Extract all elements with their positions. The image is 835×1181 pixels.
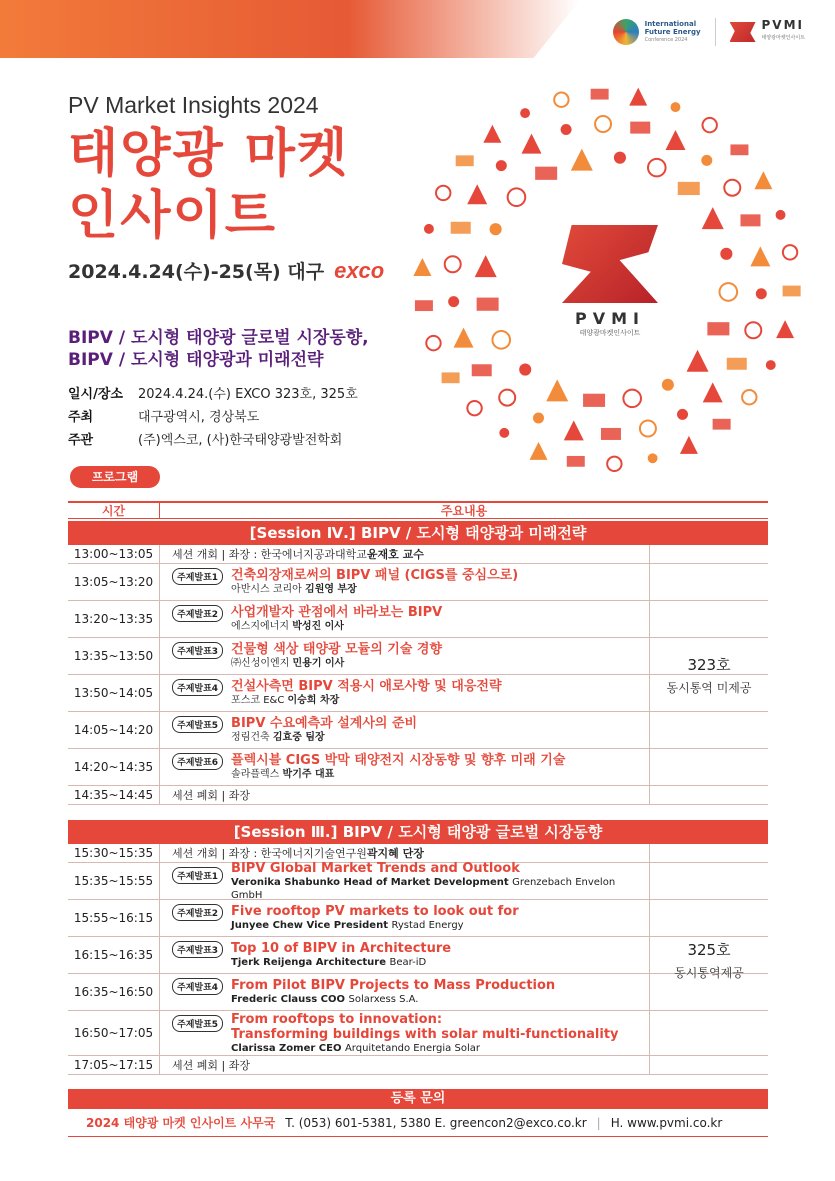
drop-icon: [702, 207, 724, 229]
talk-speaker: [231, 694, 501, 707]
table-header: [68, 501, 768, 519]
english-title: PV Market Insights 2024: [68, 92, 319, 118]
speaker-org: Bear-iD: [389, 957, 427, 968]
solar-panel-icon: [730, 144, 748, 155]
sun-icon: [720, 248, 732, 260]
speaker-org: 솔라플렉스: [231, 769, 283, 780]
pvmi-emblem: [555, 225, 665, 350]
energy-circle-icon: [554, 93, 568, 107]
header-time: 시간: [68, 503, 160, 518]
speaker-name: 박성진 이사: [292, 621, 344, 632]
sun-icon: [662, 379, 674, 391]
sun-icon: [448, 296, 459, 307]
session-close-text: 세션 폐회 | 좌장: [172, 1059, 250, 1072]
pvmi-emblem-sub: 태양광마켓인사이트: [579, 329, 641, 337]
drop-icon: [571, 149, 593, 171]
row-time: 16:15~16:35: [68, 937, 160, 973]
talk-title: 건물형 색상 태양광 모듈의 기술 경향: [231, 642, 443, 657]
sun-icon: [499, 428, 509, 438]
drop-icon: [564, 420, 584, 440]
session-3: [68, 820, 768, 1075]
talk-speaker: [231, 657, 442, 670]
subtitle-line2: BIPV / 도시형 태양광과 미래전략: [68, 350, 324, 370]
top-banner-band: [0, 0, 580, 58]
talk-badge: 주제발표1: [172, 867, 223, 884]
registration-divider: |: [596, 1115, 601, 1130]
korean-title-line1: 태양광 마켓: [68, 124, 350, 184]
row-content: [160, 712, 650, 748]
room-interpretation: 동시통역제공: [674, 965, 744, 980]
row-content: [160, 545, 650, 563]
sun-icon: [648, 453, 658, 463]
row-content: [160, 564, 650, 600]
talk-body: [231, 978, 555, 1006]
energy-circle-icon: [426, 336, 440, 350]
speaker-org: 에스지에너지: [231, 621, 293, 632]
info-org-value: (주)엑스코, (사)한국태양광발전학회: [138, 433, 343, 448]
drop-icon: [413, 258, 431, 276]
talk-title: Top 10 of BIPV in Architecture: [231, 941, 452, 956]
program-label: 프로그램: [70, 466, 160, 488]
drop-icon: [530, 442, 548, 460]
talk-speaker: [231, 620, 442, 633]
solar-panel-icon: [740, 214, 760, 226]
session-3-rows: [68, 844, 768, 1075]
talk-badge: 주제발표4: [172, 978, 223, 995]
ife-line3: Conference 2024: [644, 37, 688, 43]
row-content: [160, 844, 650, 862]
sun-icon: [766, 360, 776, 370]
talk-body: [231, 568, 518, 596]
talk-badge: 주제발표2: [172, 904, 223, 921]
talk-body: [231, 679, 501, 707]
row-time: 16:50~17:05: [68, 1011, 160, 1055]
talk-badge: 주제발표5: [172, 1015, 223, 1032]
solar-panel-icon: [630, 122, 650, 134]
talk-title: From rooftops to innovation:: [231, 1011, 443, 1027]
drop-icon: [467, 184, 487, 204]
drop-icon: [680, 436, 698, 454]
speaker-org: 아반시스 코리아: [231, 584, 306, 595]
speaker-name: 김효중 팀장: [272, 732, 325, 743]
solar-panel-icon: [477, 298, 499, 311]
drop-icon: [454, 328, 474, 348]
hero: [68, 92, 384, 284]
solar-panel-icon: [713, 419, 731, 430]
solar-panel-icon: [535, 167, 557, 180]
drop-icon: [475, 255, 497, 277]
room-number: 323호: [687, 656, 731, 674]
talk-title: 건축외장재로써의 BIPV 패널 (CIGS를 중심으로): [231, 568, 519, 583]
event-date-text: 2024.4.24(수)-25(목) 대구: [68, 261, 325, 283]
info-date-label: 일시/장소: [68, 387, 123, 402]
solar-panel-icon: [707, 322, 729, 335]
energy-circle-icon: [702, 118, 716, 132]
speaker-name: Frederic Clauss COO: [231, 994, 349, 1005]
solar-panel-icon: [472, 364, 492, 376]
speaker-name: Veronika Shabunko Head of Market Development: [231, 876, 513, 888]
registration-inquiry: [68, 1089, 768, 1137]
talk-title: Five rooftop PV markets to look out for: [231, 904, 519, 919]
speaker-org: 정림건축: [231, 732, 273, 743]
session-3-title: [Session Ⅲ.] BIPV / 도시형 태양광 글로벌 시장동향: [68, 820, 768, 844]
solar-panel-icon: [451, 222, 471, 234]
talk-speaker: [231, 583, 518, 596]
drop-icon: [546, 379, 568, 401]
subtitle-line1: BIPV / 도시형 태양광 글로벌 시장동향,: [68, 328, 369, 348]
row-time: 13:00~13:05: [68, 545, 160, 563]
pvmi-emblem-name: PVMI: [575, 309, 645, 328]
row-time: 17:05~17:15: [68, 1056, 160, 1074]
pvmi-logo-name: PVMI: [761, 18, 805, 32]
info-host-label: 주최: [68, 410, 94, 425]
drop-icon: [687, 350, 709, 372]
talk-body: [231, 753, 565, 781]
solar-panel-icon: [591, 89, 609, 100]
energy-circle-icon: [640, 421, 656, 437]
row-time: 14:20~14:35: [68, 749, 160, 785]
energy-circle-icon: [720, 283, 738, 301]
talk-speaker: [231, 876, 649, 902]
pvmi-emblem-icon: [562, 225, 658, 303]
talk-badge: 주제발표1: [172, 568, 223, 585]
talk-title: BIPV 수요예측과 설계사의 준비: [231, 716, 418, 731]
talk-body: [231, 716, 417, 744]
session-4: [68, 521, 768, 805]
energy-circle-icon: [467, 401, 481, 415]
korean-title-line2: 인사이트: [68, 186, 277, 246]
ife-line2: Future Energy: [644, 28, 701, 36]
talk-badge: 주제발표4: [172, 679, 223, 696]
solar-panel-icon: [456, 155, 474, 166]
speaker-org: Grenzebach Envelon GmbH: [231, 876, 616, 901]
energy-circle-icon: [508, 188, 526, 206]
room-number: 325호: [687, 940, 731, 959]
solar-panel-icon: [583, 394, 605, 407]
row-content: [160, 937, 650, 973]
sun-icon: [496, 160, 507, 171]
conference-subtitle: [68, 327, 369, 371]
room-info: [650, 844, 768, 1075]
talk-title: 플렉시블 CIGS 박막 태양전지 시장동향 및 향후 미래 기술: [231, 753, 566, 768]
session-4-title: [Session Ⅳ.] BIPV / 도시형 태양광과 미래전략: [68, 521, 768, 545]
drop-icon: [754, 171, 772, 189]
drop-icon: [629, 88, 647, 106]
talk-title: 사업개발자 관점에서 바라보는 BIPV: [231, 605, 443, 620]
talk-title: From Pilot BIPV Projects to Mass Production: [231, 978, 556, 993]
speaker-name: 박기주 대표: [282, 769, 335, 780]
info-date-value: 2024.4.24.(수) EXCO 323호, 325호: [138, 387, 358, 402]
drop-icon: [750, 246, 770, 266]
row-time: 16:35~16:50: [68, 974, 160, 1010]
speaker-org: Arquitetando Energia Solar: [344, 1042, 480, 1054]
energy-circle-icon: [492, 331, 510, 349]
talk-body: [231, 861, 649, 902]
pvmi-logo-sub: 태양광마켓인사이트: [761, 35, 805, 41]
event-date: [68, 257, 384, 284]
row-time: 13:35~13:50: [68, 638, 160, 674]
solar-panel-icon: [678, 182, 700, 195]
talk-body: [231, 642, 442, 670]
session-chair-name: 곽지혜 단장: [366, 847, 424, 860]
talk-title: BIPV Global Market Trends and Outlook: [231, 860, 520, 876]
talk-title-line2: Transforming buildings with solar multi-functionality: [231, 1026, 619, 1042]
row-content: [160, 900, 650, 936]
energy-circle-icon: [595, 116, 611, 132]
ife-logo: [613, 19, 701, 45]
solar-panel-icon: [727, 358, 747, 370]
speaker-org: 포스코 E&C: [231, 695, 288, 706]
sun-icon: [671, 102, 681, 112]
globe-icon: [613, 19, 639, 45]
drop-icon: [521, 134, 541, 154]
sun-icon: [519, 363, 531, 375]
talk-speaker: [231, 731, 417, 744]
energy-circle-icon: [499, 390, 515, 406]
row-content: [160, 749, 650, 785]
row-content: [160, 974, 650, 1010]
speaker-org: Solarxess S.A.: [348, 994, 419, 1005]
sun-icon: [701, 155, 712, 166]
solar-panel-icon: [442, 372, 460, 383]
logo-divider: [715, 18, 716, 46]
pvmi-mark-icon: [730, 22, 756, 42]
energy-circle-icon: [742, 390, 756, 404]
sun-icon: [776, 210, 786, 220]
energy-circle-icon: [724, 180, 740, 196]
talk-badge: 주제발표3: [172, 642, 223, 659]
speaker-name: Clarissa Zomer CEO: [231, 1042, 345, 1054]
sun-icon: [490, 223, 502, 235]
sun-icon: [614, 152, 626, 164]
event-info: [68, 383, 358, 452]
session-open-text: 세션 개회 | 좌장 : 한국에너지공과대학교: [172, 548, 367, 561]
speaker-org: Rystad Energy: [391, 920, 464, 931]
solar-panel-icon: [783, 286, 801, 297]
talk-speaker: [231, 956, 451, 969]
speaker-org: ㈜신성이엔지: [231, 658, 293, 669]
talk-speaker: [231, 1042, 618, 1055]
row-content: [160, 1056, 650, 1074]
sun-icon: [677, 409, 688, 420]
korean-title: [68, 123, 384, 247]
room-interpretation: 동시통역 미제공: [666, 681, 752, 695]
registration-homepage[interactable]: H. www.pvmi.co.kr: [610, 1115, 723, 1130]
row-time: 15:30~15:35: [68, 844, 160, 862]
solar-panel-icon: [601, 428, 621, 440]
registration-contact[interactable]: T. (053) 601-5381, 5380 E. greencon2@exco.co.kr: [285, 1115, 587, 1130]
energy-circle-icon: [445, 256, 461, 272]
talk-body: [231, 941, 451, 969]
drop-icon: [703, 382, 723, 402]
solar-panel-icon: [567, 456, 585, 467]
info-org-label: 주관: [68, 433, 94, 448]
info-host-value: 대구광역시, 경상북도: [138, 410, 260, 425]
sun-icon: [561, 124, 572, 135]
row-content: [160, 638, 650, 674]
talk-body: [231, 605, 442, 633]
registration-title: 등록 문의: [68, 1089, 768, 1109]
energy-circle-icon: [783, 245, 797, 259]
row-time: 13:20~13:35: [68, 601, 160, 637]
row-content: [160, 1011, 650, 1055]
talk-body: [231, 1012, 618, 1055]
pvmi-logo: [730, 19, 805, 45]
sun-icon: [424, 224, 434, 234]
row-time: 13:05~13:20: [68, 564, 160, 600]
speaker-name: 민용기 이사: [292, 658, 345, 669]
sun-icon: [520, 108, 530, 118]
row-content: [160, 601, 650, 637]
row-time: 14:05~14:20: [68, 712, 160, 748]
session-close-text: 세션 폐회 | 좌장: [172, 789, 250, 802]
row-content: [160, 786, 650, 804]
speaker-name: 김원영 부장: [305, 584, 357, 595]
energy-circle-icon: [648, 159, 666, 177]
talk-badge: 주제발표6: [172, 753, 223, 770]
speaker-name: Tjerk Reijenga Architecture: [231, 957, 390, 968]
row-content: [160, 675, 650, 711]
drop-icon: [666, 130, 686, 150]
session-chair-name: 윤재호 교수: [366, 548, 424, 561]
energy-circle-icon: [745, 322, 761, 338]
row-time: 15:35~15:55: [68, 863, 160, 899]
exco-logo: exco: [334, 258, 385, 283]
sun-icon: [533, 413, 544, 424]
talk-speaker: [231, 919, 519, 932]
header-logos: [613, 18, 805, 46]
sun-icon: [756, 288, 767, 299]
room-info: [650, 545, 768, 805]
talk-badge: 주제발표5: [172, 716, 223, 733]
solar-panel-icon: [415, 300, 433, 311]
session-open-text: 세션 개회 | 좌장 : 한국에너지기술연구원: [172, 847, 367, 860]
energy-circle-icon: [436, 186, 450, 200]
row-time: 14:35~14:45: [68, 786, 160, 804]
row-time: 15:55~16:15: [68, 900, 160, 936]
energy-circle-icon: [623, 390, 641, 408]
talk-badge: 주제발표2: [172, 605, 223, 622]
row-content: [160, 860, 650, 901]
talk-body: [231, 904, 519, 932]
drop-icon: [776, 320, 794, 338]
talk-badge: 주제발표3: [172, 941, 223, 958]
talk-speaker: [231, 768, 565, 781]
talk-title: 건설사측면 BIPV 적용시 애로사항 및 대응전략: [231, 679, 502, 694]
session-4-rows: [68, 545, 768, 805]
registration-org: 2024 태양광 마켓 인사이트 사무국: [86, 1116, 276, 1130]
energy-circle-icon: [607, 457, 621, 471]
row-time: 13:50~14:05: [68, 675, 160, 711]
talk-speaker: [231, 993, 555, 1006]
drop-icon: [483, 125, 501, 143]
ife-line1: International: [644, 20, 697, 28]
speaker-name: Junyee Chew Vice President: [231, 920, 392, 931]
header-content: 주요내용: [440, 504, 488, 518]
speaker-name: 이승희 차장: [287, 695, 340, 706]
